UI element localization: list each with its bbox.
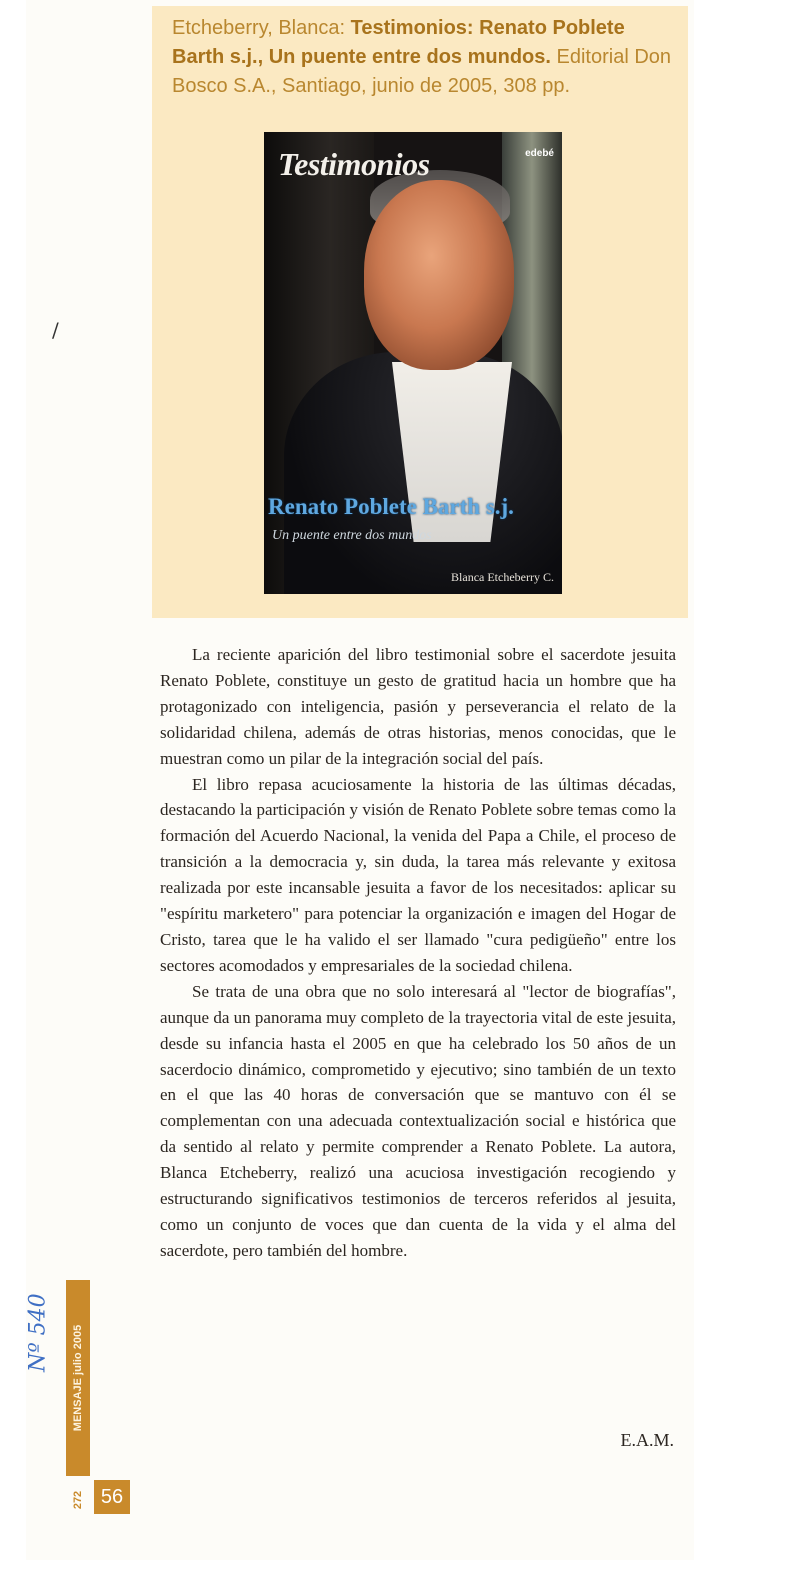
handwritten-annotation: Nº 540 <box>25 1293 51 1372</box>
cover-series-title: Testimonios <box>278 146 430 182</box>
author-signature: E.A.M. <box>620 1430 674 1450</box>
review-body <box>160 642 676 1264</box>
publisher-logo: edebé <box>525 148 554 159</box>
cover-subtitle: Un puente entre dos mundos <box>272 528 432 543</box>
paragraph: La reciente aparición del libro testimonial sobre el sacerdote jesuita Renato Poblete, constituye un gesto de gratitud hacia un hombre que ha protagonizado con inteligencia, pasión y perseverancia el relato de la solidaridad chilena, además de otras historias, menos conocidas, que le muestran como un pilar de la integración social del país. <box>160 645 676 768</box>
page-number: 56 <box>94 1480 130 1514</box>
citation-author: Etcheberry, Blanca: <box>172 17 346 39</box>
small-page-number <box>66 1480 90 1520</box>
citation-publisher: Editorial Don Bosco S.A., Santiago, junio de 2005, 308 pp. <box>172 46 672 97</box>
paragraph: El libro repasa acuciosamente la historia de las últimas décadas, destacando la participación y visión de Renato Poblete sobre temas como la formación del Acuerdo Nacional, la venida del Papa a Chile, el proceso de transición a la democracia y, sin duda, la tarea más relevante y exitosa realizada por este incansable jesuita a favor de los necesitados: aplicar su "espíritu marketero" para potenciar la organización e imagen del Hogar de Cristo, tarea que le ha valido el ser llamado "cura pedigüeño" entre los sectores acomodados y empresariales de la sociedad chilena. <box>160 774 676 975</box>
citation-title: Testimonios: Renato Poblete Barth s.j., Un puente entre dos mundos. <box>172 17 625 68</box>
cover-name: Renato Poblete Barth s.j. <box>268 494 514 519</box>
margin-mark: / <box>52 318 59 342</box>
book-citation <box>172 14 672 101</box>
magazine-tab-label: MENSAJE julio 2005 <box>72 1324 84 1432</box>
cover-portrait-face <box>364 180 514 370</box>
small-page-number-text: 272 <box>71 1490 84 1510</box>
cover-author: Blanca Etcheberry C. <box>451 570 554 584</box>
paragraph: Se trata de una obra que no solo interesará al "lector de biografías", aunque da un panorama muy completo de la trayectoria vital de este jesuita, desde su infancia hasta el 2005 en que ha celebrado los 50 años de un sacerdocio dinámico, comprometido y ejecutivo; sino también de un texto en el que las 40 horas de conversación que se mantuvo con él se complementan con una adecuada contextualización social e histórica que da sentido al relato y permite comprender a Renato Poblete. La autora, Blanca Etcheberry, realizó una acuciosa investigación recogiendo y estructurando significativos testimonios de terceros referidos al jesuita, como un conjunto de voces que dan cuenta de la vida y el alma del sacerdote, pero también del hombre. <box>160 981 676 1260</box>
book-cover-image <box>264 132 562 594</box>
